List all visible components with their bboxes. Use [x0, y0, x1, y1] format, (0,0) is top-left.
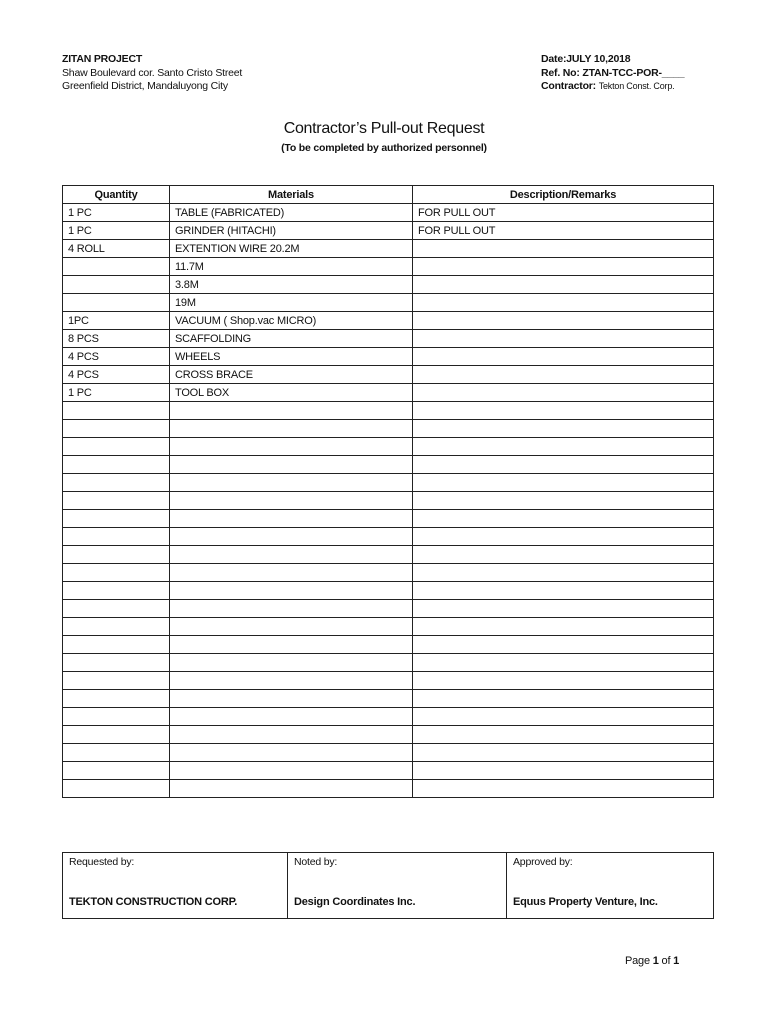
table-row [63, 420, 714, 438]
remarks-cell [413, 330, 714, 348]
table-row [63, 744, 714, 762]
quantity-cell [63, 402, 170, 420]
date-field: Date:JULY 10,2018 [541, 53, 631, 65]
table-row [63, 294, 714, 312]
material-cell [170, 582, 413, 600]
remarks-cell [413, 258, 714, 276]
table-row [63, 636, 714, 654]
table-row [63, 492, 714, 510]
header-remarks: Description/Remarks [413, 186, 714, 204]
approved-by-cell [507, 853, 714, 919]
remarks-cell [413, 402, 714, 420]
remarks-cell [413, 456, 714, 474]
quantity-cell [63, 582, 170, 600]
table-row [63, 384, 714, 402]
quantity-cell [63, 492, 170, 510]
material-cell [170, 600, 413, 618]
remarks-cell [413, 510, 714, 528]
material-cell: WHEELS [170, 348, 413, 366]
table-row [63, 672, 714, 690]
table-row [63, 582, 714, 600]
page-total: 1 [673, 955, 680, 967]
quantity-cell [63, 438, 170, 456]
page-subtitle: (To be completed by authorized personnel) [281, 142, 487, 154]
signature-block [62, 852, 714, 919]
remarks-cell [413, 726, 714, 744]
request-info [541, 53, 684, 94]
page-of-word: of [658, 955, 674, 967]
project-info [62, 53, 242, 94]
table-row [63, 726, 714, 744]
remarks-cell [413, 366, 714, 384]
material-cell [170, 780, 413, 798]
page-word: Page [625, 955, 653, 967]
quantity-cell [63, 528, 170, 546]
remarks-cell [413, 636, 714, 654]
material-cell [170, 618, 413, 636]
quantity-cell: 1PC [63, 312, 170, 330]
material-cell [170, 474, 413, 492]
ref-no-field: Ref. No: ZTAN-TCC-POR-____ [541, 66, 685, 79]
table-row [63, 618, 714, 636]
quantity-cell: 4 ROLL [63, 240, 170, 258]
material-cell [170, 636, 413, 654]
material-cell: TABLE (FABRICATED) [170, 204, 413, 222]
quantity-cell [63, 456, 170, 474]
remarks-cell [413, 528, 714, 546]
material-cell [170, 546, 413, 564]
material-cell [170, 708, 413, 726]
quantity-cell: 1 PC [63, 222, 170, 240]
table-row [63, 780, 714, 798]
table-row [63, 600, 714, 618]
material-cell: 3.8M [170, 276, 413, 294]
table-row [63, 330, 714, 348]
material-cell [170, 438, 413, 456]
address-line-1: Shaw Boulevard cor. Santo Cristo Street [62, 66, 243, 79]
quantity-cell [63, 600, 170, 618]
material-cell [170, 456, 413, 474]
quantity-cell [63, 726, 170, 744]
remarks-cell [413, 546, 714, 564]
materials-table [62, 185, 714, 798]
table-body [63, 204, 714, 798]
table-row [63, 312, 714, 330]
quantity-cell [63, 276, 170, 294]
material-cell: TOOL BOX [170, 384, 413, 402]
remarks-cell [413, 564, 714, 582]
remarks-cell [413, 294, 714, 312]
noted-by-org: Design Coordinates Inc. [294, 896, 416, 908]
material-cell [170, 762, 413, 780]
table-row [63, 564, 714, 582]
table-row [63, 276, 714, 294]
quantity-cell: 1 PC [63, 384, 170, 402]
page-number [625, 955, 679, 967]
material-cell: GRINDER (HITACHI) [170, 222, 413, 240]
material-cell [170, 654, 413, 672]
quantity-cell [63, 654, 170, 672]
quantity-cell: 1 PC [63, 204, 170, 222]
remarks-cell [413, 762, 714, 780]
table-row [63, 366, 714, 384]
table-row [63, 348, 714, 366]
table-row [63, 654, 714, 672]
material-cell [170, 402, 413, 420]
quantity-cell [63, 708, 170, 726]
table-row [63, 438, 714, 456]
remarks-cell [413, 744, 714, 762]
table-row [63, 456, 714, 474]
remarks-cell [413, 492, 714, 510]
material-cell [170, 492, 413, 510]
table-row [63, 762, 714, 780]
project-name: ZITAN PROJECT [62, 53, 143, 65]
approved-by-org: Equus Property Venture, Inc. [513, 896, 658, 908]
remarks-cell [413, 690, 714, 708]
table-row [63, 204, 714, 222]
material-cell: 19M [170, 294, 413, 312]
table-row [63, 510, 714, 528]
noted-by-label: Noted by: [294, 856, 338, 868]
remarks-cell [413, 240, 714, 258]
material-cell [170, 420, 413, 438]
noted-by-cell [288, 853, 507, 919]
remarks-cell [413, 420, 714, 438]
quantity-cell [63, 672, 170, 690]
quantity-cell [63, 258, 170, 276]
page-current: 1 [652, 955, 659, 967]
material-cell: SCAFFOLDING [170, 330, 413, 348]
remarks-cell [413, 582, 714, 600]
material-cell [170, 672, 413, 690]
page-title: Contractor’s Pull-out Request [283, 120, 485, 137]
remarks-cell [413, 672, 714, 690]
header-quantity: Quantity [63, 186, 170, 204]
quantity-cell [63, 564, 170, 582]
quantity-cell [63, 762, 170, 780]
table-row [63, 690, 714, 708]
approved-by-label: Approved by: [513, 856, 573, 868]
remarks-cell [413, 384, 714, 402]
remarks-cell [413, 438, 714, 456]
contractor-field [541, 80, 684, 94]
material-cell [170, 690, 413, 708]
remarks-cell: FOR PULL OUT [413, 222, 714, 240]
quantity-cell [63, 618, 170, 636]
requested-by-org: TEKTON CONSTRUCTION CORP. [69, 896, 238, 908]
table-row [63, 708, 714, 726]
remarks-cell [413, 654, 714, 672]
material-cell [170, 564, 413, 582]
address-line-2: Greenfield District, Mandaluyong City [62, 80, 228, 92]
quantity-cell [63, 690, 170, 708]
table-row [63, 258, 714, 276]
table-row [63, 474, 714, 492]
quantity-cell [63, 546, 170, 564]
material-cell: 11.7M [170, 258, 413, 276]
table-row [63, 528, 714, 546]
header-materials: Materials [170, 186, 413, 204]
table-row [63, 240, 714, 258]
material-cell [170, 744, 413, 762]
quantity-cell: 4 PCS [63, 366, 170, 384]
material-cell [170, 528, 413, 546]
material-cell: EXTENTION WIRE 20.2M [170, 240, 413, 258]
table-row [63, 402, 714, 420]
quantity-cell: 4 PCS [63, 348, 170, 366]
remarks-cell [413, 348, 714, 366]
remarks-cell [413, 600, 714, 618]
remarks-cell [413, 618, 714, 636]
quantity-cell [63, 780, 170, 798]
table-header-row [63, 186, 714, 204]
material-cell [170, 510, 413, 528]
quantity-cell [63, 636, 170, 654]
remarks-cell [413, 780, 714, 798]
remarks-cell [413, 474, 714, 492]
requested-by-cell [63, 853, 288, 919]
remarks-cell [413, 276, 714, 294]
quantity-cell [63, 294, 170, 312]
table-row [63, 222, 714, 240]
remarks-cell [413, 312, 714, 330]
material-cell: VACUUM ( Shop.vac MICRO) [170, 312, 413, 330]
remarks-cell [413, 708, 714, 726]
material-cell [170, 726, 413, 744]
requested-by-label: Requested by: [69, 856, 135, 868]
remarks-cell: FOR PULL OUT [413, 204, 714, 222]
quantity-cell [63, 474, 170, 492]
quantity-cell [63, 420, 170, 438]
quantity-cell [63, 510, 170, 528]
material-cell: CROSS BRACE [170, 366, 413, 384]
quantity-cell [63, 744, 170, 762]
table-row [63, 546, 714, 564]
quantity-cell: 8 PCS [63, 330, 170, 348]
contractor-value: Tekton Const. Corp. [598, 81, 675, 91]
contractor-label: Contractor: [541, 80, 599, 92]
